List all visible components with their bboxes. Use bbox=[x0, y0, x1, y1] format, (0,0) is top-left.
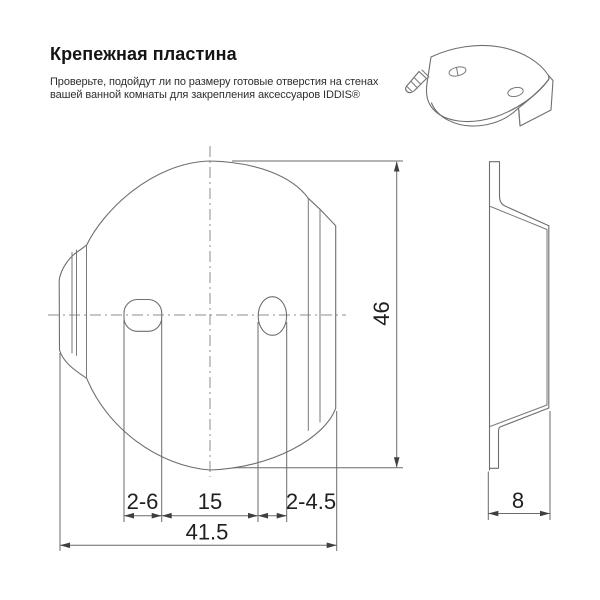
perspective-view bbox=[406, 45, 553, 126]
side-top-slope-inner bbox=[491, 207, 548, 230]
height-label: 46 bbox=[369, 301, 394, 326]
left-hole-width-label: 2-6 bbox=[126, 489, 159, 514]
pin-segment-lines bbox=[407, 78, 421, 91]
pin-body bbox=[406, 72, 427, 93]
dimension-bottom bbox=[60, 320, 337, 551]
side-bottom-slope-inner bbox=[490, 405, 547, 427]
right-hole-width-label: 2-4.5 bbox=[285, 489, 337, 514]
front-view bbox=[48, 146, 346, 477]
left-fold-lines bbox=[72, 246, 87, 378]
perspective-right-flange bbox=[519, 76, 554, 127]
bottom-extension-lines bbox=[60, 320, 337, 551]
total-width-label: 41.5 bbox=[185, 519, 229, 545]
subtitle-line-1: Проверьте, подойдут ли по размеру готовые отверстия на стенах bbox=[50, 76, 379, 88]
perspective-top-face bbox=[426, 45, 549, 121]
hole-spacing-label: 15 bbox=[197, 489, 223, 514]
perspective-right-hole bbox=[507, 86, 524, 98]
perspective-flange-edge bbox=[519, 110, 520, 126]
page-title: Крепежная пластина bbox=[50, 44, 237, 64]
perspective-left-slot-hole bbox=[448, 65, 467, 77]
perspective-pin bbox=[406, 70, 429, 93]
side-top-tab bbox=[490, 162, 549, 226]
right-hole bbox=[258, 297, 286, 336]
side-bottom-tab bbox=[490, 408, 549, 468]
dimension-depth bbox=[488, 411, 550, 520]
side-view bbox=[490, 162, 549, 470]
perspective-front-rim bbox=[432, 103, 519, 126]
right-fold-lines bbox=[308, 198, 320, 430]
depth-label: 8 bbox=[511, 488, 525, 513]
subtitle-line-2: вашей ванной комнаты для закрепления аксессуаров IDDIS® bbox=[50, 88, 360, 101]
